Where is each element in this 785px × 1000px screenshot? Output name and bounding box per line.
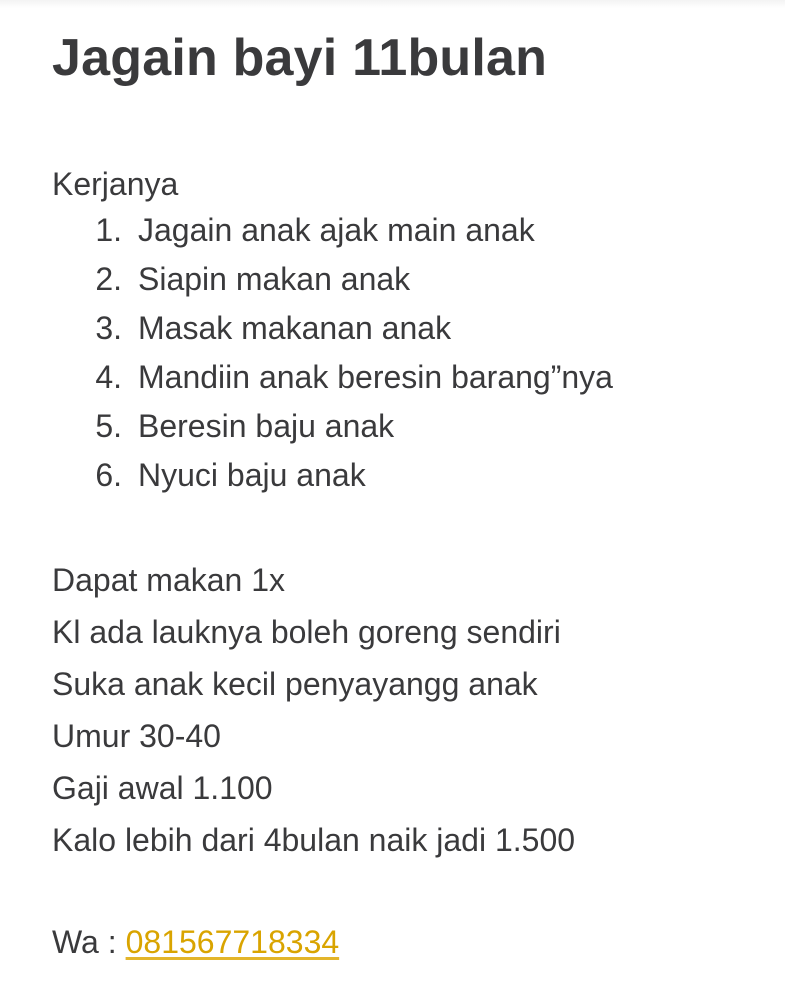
contact-label: Wa : [52,924,117,960]
list-item [52,451,613,500]
list-item [52,304,613,353]
list-item-text: Beresin baju anak [138,408,395,444]
list-item-number: 3. [95,310,122,346]
list-item [52,353,613,402]
list-item-number: 6. [95,457,122,493]
details-list [52,554,575,866]
section-label: Kerjanya [52,166,179,202]
list-item [52,206,613,255]
detail-line: Gaji awal 1.100 [52,769,273,806]
list-item-number: 1. [95,212,122,248]
list-item-text: Jagain anak ajak main anak [138,212,535,248]
list-item-number: 2. [95,261,122,297]
list-item-number: 4. [95,359,122,395]
detail-line: Umur 30-40 [52,717,221,754]
list-item [52,255,613,304]
detail-line: Dapat makan 1x [52,561,286,598]
list-item-text: Nyuci baju anak [138,457,366,493]
task-list [52,206,613,500]
contact-line [52,918,339,967]
detail-line: Kl ada lauknya boleh goreng sendiri [52,613,561,650]
top-edge-shadow [0,0,785,8]
list-item-number: 5. [95,408,122,444]
list-item-text: Masak makanan anak [138,310,452,346]
list-item-text: Siapin makan anak [138,261,411,297]
detail-line: Suka anak kecil penyayangg anak [52,665,538,702]
phone-number-link[interactable]: 081567718334 [125,924,340,960]
list-item [52,402,613,451]
detail-line: Kalo lebih dari 4bulan naik jadi 1.500 [52,821,576,858]
note-title: Jagain bayi 11bulan [52,29,548,87]
list-item-text: Mandiin anak beresin barang”nya [138,359,613,395]
